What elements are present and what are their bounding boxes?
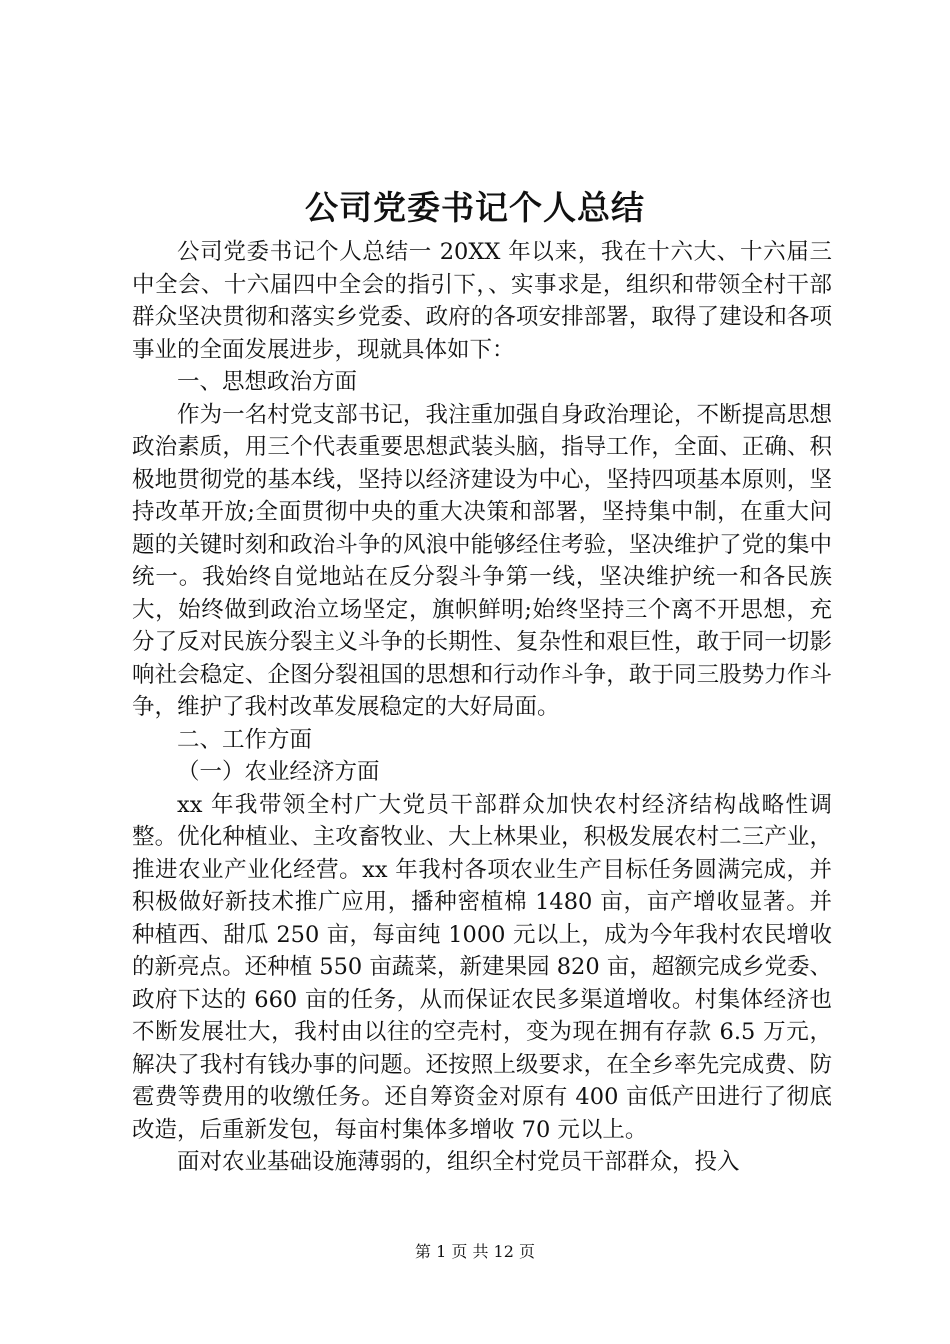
infrastructure-paragraph: 面对农业基础设施薄弱的，组织全村党员干部群众，投入 bbox=[177, 1149, 740, 1175]
intro-paragraph: 公司党委书记个人总结一 20XX 年以来，我在十六大、十六届三中全会、十六届四中全会的指引下，、实事求是，组织和带领全村干部群众坚决贯彻和落实乡党委、政府的各项安排部署，取得了建设和各项事业的全面发展进步，现就具体如下： bbox=[132, 239, 832, 363]
ideology-paragraph: 作为一名村党支部书记，我注重加强自身政治理论，不断提高思想政治素质，用三个代表重要思想武装头脑，指导工作，全面、正确、积极地贯彻党的基本线，坚持以经济建设为中心，坚持四项基本原则，坚持改革开放;全面贯彻中央的重大决策和部署，坚持集中制，在重大问题的关键时刻和政治斗争的风浪中能够经住考验，坚决维护了党的集中统一。我始终自觉地站在反分裂斗争第一线，坚决维护统一和各民族大，始终做到政治立场坚定，旗帜鲜明;始终坚持三个离不开思想，充分了反对民族分裂主义斗争的长期性、复杂性和艰巨性，敢于同一切影响社会稳定、企图分裂祖国的思想和行动作斗争，敢于同三股势力作斗争，维护了我村改革发展稳定的大好局面。 bbox=[132, 401, 832, 720]
document-body bbox=[132, 236, 832, 1179]
subsection-heading-agriculture: （一）农业经济方面 bbox=[177, 759, 380, 785]
agriculture-paragraph: xx 年我带领全村广大党员干部群众加快农村经济结构战略性调整。优化种植业、主攻畜牧业、大上林果业，积极发展农村二三产业，推进农业产业化经营。xx 年我村各项农业生产目标任务圆满完成，并积极做好新技术推广应用，播种密植棉 1480 亩，亩产增收显著。并种植西、甜瓜 250 亩，每亩纯 1000 元以上，成为今年我村农民增收的新亮点。还种植 550 亩蔬菜，新建果园 820 亩，超额完成乡党委、政府下达的 660 亩的任务，从而保证农民多渠道增收。村集体经济也不断发展壮大，我村由以往的空壳村，变为现在拥有存款 6.5 万元，解决了我村有钱办事的问题。还按照上级要求，在全乡率先完成费、防雹费等费用的收缴任务。还自筹资金对原有 400 亩低产田进行了彻底改造，后重新发包，每亩村集体多增收 70 元以上。 bbox=[132, 791, 832, 1143]
document-title: 公司党委书记个人总结 bbox=[305, 188, 645, 227]
section-heading-ideology: 一、思想政治方面 bbox=[177, 369, 358, 395]
page-number-footer: 第 1 页 共 12 页 bbox=[415, 1242, 535, 1261]
section-heading-work: 二、工作方面 bbox=[177, 726, 313, 753]
